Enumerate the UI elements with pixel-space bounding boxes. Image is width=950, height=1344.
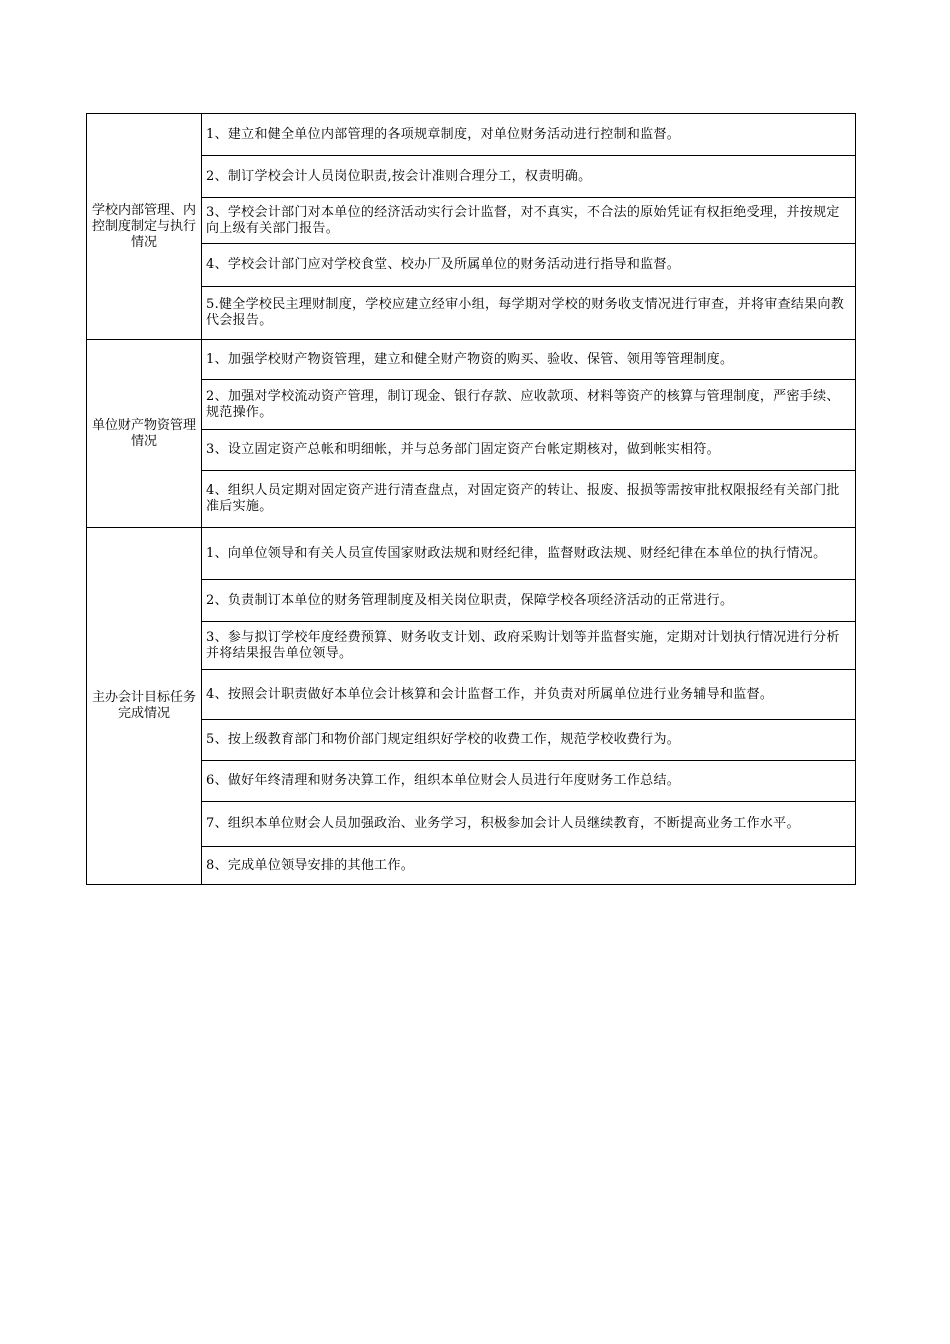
- item-text: 2、制订学校会计人员岗位职责,按会计准则合理分工，权责明确。: [206, 168, 592, 184]
- table-row: [87, 287, 856, 340]
- table-row: [87, 156, 856, 198]
- table-row: [87, 761, 856, 802]
- category-label: 主办会计目标任务完成情况: [91, 690, 196, 721]
- item-cell: [202, 761, 856, 802]
- item-text: 4、组织人员定期对固定资产进行清查盘点，对固定资产的转让、报废、报损等需按审批权限报经有关部门批准后实施。: [206, 483, 840, 514]
- item-cell: [202, 471, 856, 528]
- table-row: [87, 528, 856, 580]
- item-text: 4、学校会计部门应对学校食堂、校办厂及所属单位的财务活动进行指导和监督。: [206, 257, 681, 272]
- item-text: 5、按上级教育部门和物价部门规定组织好学校的收费工作，规范学校收费行为。: [206, 732, 681, 747]
- category-label: 单位财产物资管理情况: [91, 417, 196, 449]
- item-cell: [202, 340, 856, 380]
- item-text: 7、组织本单位财会人员加强政治、业务学习，积极参加会计人员继续教育，不断提高业务工作水平。: [206, 816, 800, 831]
- category-cell-property: [87, 340, 202, 528]
- item-text: 6、做好年终清理和财务决算工作，组织本单位财会人员进行年度财务工作总结。: [206, 773, 681, 788]
- item-text: 8、完成单位领导安排的其他工作。: [206, 857, 415, 873]
- item-text: 5.健全学校民主理财制度，学校应建立经审小组，每学期对学校的财务收支情况进行审查，并将审查结果向教代会报告。: [206, 297, 845, 328]
- item-text: 3、学校会计部门对本单位的经济活动实行会计监督，对不真实，不合法的原始凭证有权拒绝受理，并按规定向上级有关部门报告。: [206, 204, 840, 236]
- item-cell: [202, 430, 856, 471]
- item-cell: [202, 670, 856, 720]
- item-text: 1、加强学校财产物资管理，建立和健全财产物资的购买、验收、保管、领用等管理制度。: [206, 351, 734, 367]
- table-row: [87, 114, 856, 156]
- item-cell: [202, 847, 856, 885]
- table-row: [87, 244, 856, 287]
- item-cell: [202, 244, 856, 287]
- category-cell-internal-control: [87, 114, 202, 340]
- item-cell: [202, 287, 856, 340]
- table-row: [87, 471, 856, 528]
- item-text: 1、建立和健全单位内部管理的各项规章制度，对单位财务活动进行控制和监督。: [206, 126, 681, 142]
- table-row: [87, 847, 856, 885]
- item-text: 1、向单位领导和有关人员宣传国家财政法规和财经纪律，监督财政法规、财经纪律在本单位的执行情况。: [206, 545, 827, 561]
- table-row: [87, 802, 856, 847]
- item-text: 2、加强对学校流动资产管理，制订现金、银行存款、应收款项、材料等资产的核算与管理制度，严密手续、规范操作。: [206, 388, 840, 420]
- item-cell: [202, 156, 856, 198]
- item-text: 2、负责制订本单位的财务管理制度及相关岗位职责，保障学校各项经济活动的正常进行。: [206, 592, 734, 608]
- item-text: 3、参与拟订学校年度经费预算、财务收支计划、政府采购计划等并监督实施，定期对计划执行情况进行分析并将结果报告单位领导。: [206, 629, 840, 661]
- table-row: [87, 580, 856, 622]
- item-text: 3、设立固定资产总帐和明细帐，并与总务部门固定资产台帐定期核对，做到帐实相符。: [206, 442, 720, 457]
- category-label: 学校内部管理、内控制度制定与执行情况: [91, 202, 196, 250]
- table-row: [87, 198, 856, 244]
- item-cell: [202, 380, 856, 430]
- item-cell: [202, 198, 856, 244]
- table-row: [87, 670, 856, 720]
- item-cell: [202, 114, 856, 156]
- category-cell-accounting-goals: [87, 528, 202, 885]
- table-row: [87, 380, 856, 430]
- table-row: [87, 622, 856, 670]
- table-row: [87, 340, 856, 380]
- item-cell: [202, 528, 856, 580]
- item-cell: [202, 622, 856, 670]
- item-cell: [202, 580, 856, 622]
- item-text: 4、按照会计职责做好本单位会计核算和会计监督工作，并负责对所属单位进行业务辅导和监督。: [206, 686, 774, 702]
- table-row: [87, 720, 856, 761]
- assessment-table: [86, 113, 856, 885]
- item-cell: [202, 720, 856, 761]
- table-row: [87, 430, 856, 471]
- item-cell: [202, 802, 856, 847]
